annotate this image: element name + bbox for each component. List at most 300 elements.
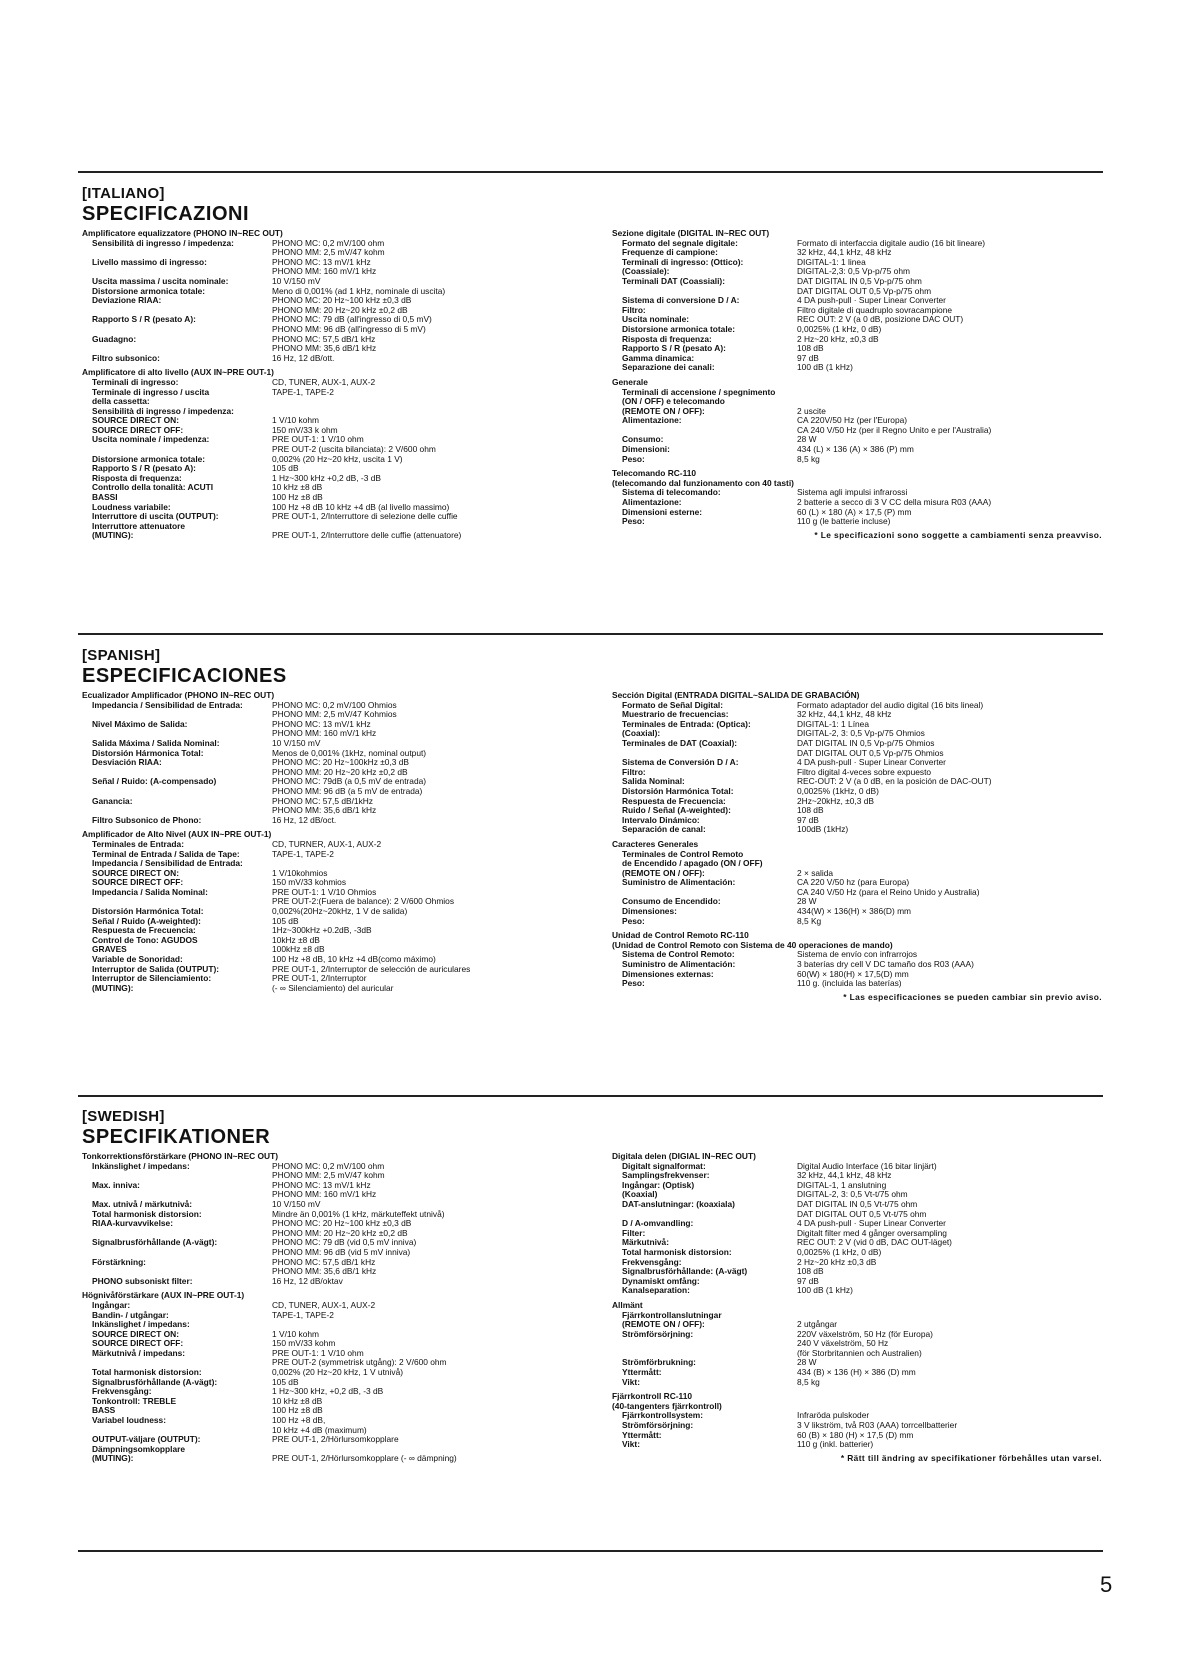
spec-row (82, 701, 552, 720)
spec-value: PHONO MC: 20 Hz~100 kHz ±0,3 dB PHONO MM: 20 Hz~20 kHz ±0,2 dB (272, 295, 412, 315)
spec-label: D / A-omvandling: (622, 1218, 694, 1229)
spec-value: 1 V/10 kohm 150 mV/33 k ohm (272, 415, 338, 435)
spec-value: Digital Audio Interface (16 bitar linjärt) (797, 1160, 937, 1171)
spec-label: Samplingsfrekvenser: (622, 1170, 710, 1181)
spec-value: 97 dB (797, 1275, 819, 1286)
spec-label: Alimentazione: (622, 497, 682, 508)
spec-value: Filtro digitale di quadruplo sovracampione (797, 304, 953, 315)
spec-value: 10 kHz ±8 dB 100 Hz ±8 dB (272, 1395, 323, 1416)
section-title: ESPECIFICACIONES (82, 665, 287, 687)
spec-value: CD, TUNER, AUX-1, AUX-2 (272, 376, 376, 387)
spec-value: DIGITAL-1: 1 linea DIGITAL-2,3: 0,5 Vp-p/75 ohm (797, 256, 910, 277)
spec-value: 108 dB (797, 1266, 824, 1277)
spec-value: PRE OUT-1: 1 V/10 ohm PRE OUT-2 (symmetrisk utgång): 2 V/600 ohm (272, 1347, 447, 1368)
spec-label: Sistema di conversione D / A: (622, 295, 740, 306)
spec-label: Ruido / Señal (A-weighted): (622, 805, 731, 816)
spec-row (82, 407, 552, 436)
spec-label: Digitalt signalformat: (622, 1160, 706, 1171)
spec-row (612, 1200, 1102, 1219)
footnote: * Le specificazioni sono soggette a cambiamenti senza preavviso. (814, 529, 1102, 540)
spec-label: Livello massimo di ingresso: (92, 256, 207, 267)
spec-label: Desviación RIAA: (92, 757, 162, 768)
spec-row (82, 1258, 552, 1277)
spec-group-heading: Unidad de Control Remoto RC-110 (Unidad de Control Remoto con Sistema de 40 operaciones de mando) (612, 930, 893, 950)
spec-group-heading: Sección Digital (ENTRADA DIGITAL~SALIDA DE GRABACIÓN) (612, 690, 860, 700)
footnote: * Las especificaciones se pueden cambiar sin previo aviso. (843, 991, 1102, 1002)
page-number: 5 (1100, 1572, 1113, 1597)
spec-label: Märkutnivå / impedans: (92, 1347, 186, 1358)
spec-value: 10 V/150 mV (272, 737, 321, 748)
spec-value: PHONO MC: 20 Hz~100kHz ±0,3 dB PHONO MM: 20 Hz~20 kHz ±0,2 dB (272, 757, 410, 777)
spec-value: PHONO MC: 0,2 mV/100 ohm PHONO MM: 2,5 mV/47 kohm (272, 237, 385, 258)
spec-value: 1 Hz~300 kHz, +0,2 dB, -3 dB (272, 1386, 384, 1397)
spec-value: 60 (L) × 180 (A) × 17,5 (P) mm (797, 506, 912, 517)
spec-value: PHONO MC: 57,5 dB/1kHz PHONO MM: 35,6 dB/1 kHz (272, 795, 377, 816)
spec-value: 1 V/10 kohm 150 mV/33 kohm (272, 1328, 336, 1349)
spec-value: Digitalt filter med 4 gånger oversampling (797, 1227, 947, 1238)
spec-group (82, 1152, 552, 1286)
spec-value: 108 dB (797, 805, 824, 816)
spec-label: Loudness variabile: (92, 501, 171, 512)
spec-value: CA 220 V/50 hz (para Europa) CA 240 V/50 Hz (para el Reino Unido y Australia) (797, 877, 980, 897)
spec-row (612, 825, 1102, 835)
spec-column-right (612, 229, 1102, 540)
spec-value: 1 Hz~300 kHz +0,2 dB, -3 dB (272, 472, 381, 483)
spec-value: PHONO MC: 79 dB (vid 0,5 mV inniva) PHONO MM: 96 dB (vid 5 mV inniva) (272, 1237, 417, 1257)
spec-label: Distorsione armonica totale: (92, 453, 206, 464)
spec-row (612, 1286, 1102, 1296)
section-title: SPECIFIKATIONER (82, 1126, 271, 1148)
spec-row (612, 1440, 1102, 1450)
spec-value: PHONO MC: 79 dB (all'ingresso di 0,5 mV) PHONO MM: 96 dB (all'ingresso di 5 mV) (272, 314, 432, 334)
spec-row (612, 1330, 1102, 1359)
spec-value: 10 V/150 mV (272, 275, 321, 286)
spec-group (82, 368, 552, 541)
spec-group-heading: Generale (612, 376, 648, 387)
spec-row (82, 720, 552, 739)
spec-value: CA 220V/50 Hz (per l'Europa) CA 240 V/50 Hz (per il Regno Unito e per l'Australia) (797, 415, 992, 435)
spec-row (612, 277, 1102, 296)
spec-row (82, 335, 552, 354)
spec-row (82, 859, 552, 888)
spec-label: Interruptor de Salida (OUTPUT): (92, 963, 220, 974)
spec-value: 32 kHz, 44,1 kHz, 48 kHz (797, 709, 892, 720)
spec-label: Uscita massima / uscita nominale: (92, 275, 229, 286)
spec-value: 16 Hz, 12 dB/ott. (272, 352, 335, 363)
spec-value: 16 Hz, 12 dB/oct. (272, 814, 337, 825)
spec-label: Guadagno: (92, 333, 137, 344)
spec-label: Peso: (622, 978, 645, 989)
spec-label: RIAA-kurvavvikelse: (92, 1218, 173, 1229)
spec-value: TAPE-1, TAPE-2 (272, 848, 334, 859)
spec-row (82, 974, 552, 993)
spec-label: Dimensioni: (622, 444, 670, 455)
spec-label: Filtro: (622, 304, 646, 315)
spec-label: Strömförsörjning: (622, 1328, 694, 1339)
spec-label: Filtro subsonico: (92, 352, 160, 363)
spec-row (82, 1238, 552, 1257)
spec-value: 0,002% (20 Hz~20 kHz, 1 V utnivå) (272, 1367, 404, 1378)
spec-label: Separazione dei canali: (622, 362, 715, 373)
spec-label: Formato del segnale digitale: (622, 237, 738, 248)
spec-label: Suministro de Alimentación: (622, 959, 736, 970)
spec-value: 100dB (1kHz) (797, 824, 849, 835)
spec-label: Terminali DAT (Coassiali): (622, 275, 725, 286)
spec-label: Risposta di frequenza: (92, 472, 182, 483)
spec-value: 105 dB (272, 915, 299, 926)
spec-value: PRE OUT-1: 1 V/10 ohm PRE OUT-2 (uscita bilanciata): 2 V/600 ohm (272, 434, 436, 455)
spec-value: 100 Hz +8 dB, 10 kHz +4 dB(como máximo) (272, 954, 436, 965)
spec-value: 100 dB (1 kHz) (797, 1285, 853, 1296)
spec-value: 60 (B) × 180 (H) × 17,5 (D) mm (797, 1429, 914, 1440)
spec-value: 1 V/10kohmios 150 mV/33 kohmios (272, 867, 347, 888)
spec-label: Distorsión Harmónica Total: (92, 906, 204, 917)
spec-label: Impedancia / Sensibilidad de Entrada: SOURCE DIRECT ON: SOURCE DIRECT OFF: (92, 858, 243, 888)
spec-label: Distorsione armonica totale: (92, 285, 206, 296)
spec-value: Meno di 0,001% (ad 1 kHz, nominale di uscita) (272, 285, 446, 296)
spec-row (612, 363, 1102, 373)
spec-label: Consumo de Encendido: (622, 896, 721, 907)
spec-row (612, 850, 1102, 879)
spec-value: 97 dB (797, 814, 819, 825)
spec-label: Yttermått: (622, 1367, 662, 1378)
spec-label: Nivel Máximo de Salida: (92, 718, 188, 729)
spec-label: Formato de Señal Digital: (622, 699, 723, 710)
spec-label: Sistema de Control Remoto: (622, 949, 735, 960)
spec-row (82, 1277, 552, 1287)
spec-value: 434(W) × 136(H) × 386(D) mm (797, 906, 912, 917)
spec-label: Signalbrusförhållande: (A-vägt) (622, 1266, 748, 1277)
spec-label: PHONO subsoniskt filter: (92, 1275, 193, 1286)
spec-value: DIGITAL-1: 1 Línea DIGITAL-2, 3: 0,5 Vp-p/75 Ohmios (797, 718, 925, 739)
spec-value: 8,5 kg (797, 1376, 820, 1387)
spec-group-heading: Amplificador de Alto Nivel (AUX IN~PRE OUT-1) (82, 829, 272, 840)
spec-value: 2 Hz~20 kHz ±0,3 dB (797, 1256, 877, 1267)
spec-label: Dimensiones externas: (622, 968, 714, 979)
spec-row (82, 1219, 552, 1238)
spec-row (82, 1397, 552, 1416)
spec-group (612, 378, 1102, 464)
spec-value: 32 kHz, 44,1 kHz, 48 kHz (797, 247, 892, 258)
spec-label: Terminali di ingresso: (92, 376, 179, 387)
spec-label: Rapporto S / R (pesato A): (622, 343, 726, 354)
spec-column-right (612, 1152, 1102, 1463)
spec-label: Vikt: (622, 1439, 640, 1450)
spec-value: 0,0025% (1kHz, 0 dB) (797, 785, 879, 796)
spec-value: 110 g. (incluida las baterías) (797, 978, 902, 989)
spec-value: 434 (B) × 136 (H) × 386 (D) mm (797, 1367, 916, 1378)
spec-label: Variabel loudness: (92, 1415, 167, 1426)
spec-row (82, 758, 552, 777)
spec-label: Dimensiones: (622, 906, 677, 917)
spec-value: 0,0025% (1 kHz, 0 dB) (797, 323, 882, 334)
spec-value: PRE OUT-1: 1 V/10 Ohmios PRE OUT-2:(Fuera de balance): 2 V/600 Ohmios (272, 886, 455, 907)
spec-label: Gamma dinamica: (622, 352, 695, 363)
spec-label: Frekvensgång: (92, 1386, 152, 1397)
spec-value: 3 V likström, två R03 (AAA) torrcellbatterier (797, 1420, 958, 1431)
spec-label: Interruttore di uscita (OUTPUT): (92, 511, 219, 522)
spec-row (612, 258, 1102, 277)
spec-value: DAT DIGITAL IN 0,5 Vp-p/75 ohm DAT DIGITAL OUT 0,5 Vp-p/75 ohm (797, 275, 932, 296)
spec-row (82, 315, 552, 334)
spec-label: Uscita nominale: (622, 314, 690, 325)
spec-value: 8,5 Kg (797, 915, 822, 926)
spec-row (612, 979, 1102, 989)
spec-label: Inkänslighet / impedans: SOURCE DIRECT ON: SOURCE DIRECT OFF: (92, 1319, 190, 1349)
spec-label: Strömförsörjning: (622, 1420, 694, 1431)
spec-value: PHONO MC: 79dB (a 0,5 mV de entrada) PHONO MM: 96 dB (a 5 mV de entrada) (272, 776, 427, 796)
spec-row (82, 816, 552, 826)
spec-label: Controllo della tonalità: ACUTI BASSI (92, 482, 214, 503)
spec-value: 0,002%(20Hz~20kHz, 1 V de salida) (272, 906, 408, 917)
spec-label: Salida Nominal: (622, 776, 685, 787)
spec-label: Ganancia: (92, 795, 133, 806)
spec-label: Interruttore attenuatore (MUTING): (92, 520, 186, 541)
spec-column-left (82, 1152, 552, 1464)
spec-row (612, 1368, 1102, 1378)
spec-label: Interruptor de Silenciamiento: (MUTING): (92, 973, 212, 993)
spec-row (82, 388, 552, 407)
spec-value: PHONO MC: 13 mV/1 kHz PHONO MM: 160 mV/1 kHz (272, 718, 377, 739)
spec-value: 4 DA push-pull · Super Linear Converter (797, 757, 946, 768)
spec-label: Rapporto S / R (pesato A): (92, 463, 196, 474)
spec-group (612, 1392, 1102, 1450)
spec-label: Terminal de Entrada / Salida de Tape: (92, 848, 240, 859)
spec-value: DAT DIGITAL IN 0,5 Vp-p/75 Ohmios DAT DIGITAL OUT 0,5 Vp-p/75 Ohmios (797, 737, 944, 758)
spec-row (612, 445, 1102, 455)
spec-group-heading: Digitala delen (DIGIAL IN~REC OUT) (612, 1151, 756, 1161)
spec-group (612, 691, 1102, 835)
spec-value: 2Hz~20kHz, ±0,3 dB (797, 795, 874, 806)
spec-value: Menos de 0,001% (1kHz, nominal output) (272, 747, 427, 758)
spec-label: Filtro: (622, 766, 646, 777)
spec-value: 2 utgångar (797, 1319, 838, 1330)
spec-label: Risposta di frequenza: (622, 333, 712, 344)
spanish-section (82, 647, 1102, 1002)
spec-value: PHONO MC: 0,2 mV/100 Ohmios PHONO MM: 2,5 mV/47 Kohmios (272, 699, 397, 720)
spec-group (612, 469, 1102, 527)
spec-row (82, 1445, 552, 1464)
spec-value: 10 V/150 mV (272, 1198, 321, 1209)
spec-value: CD, TURNER, AUX-1, AUX-2 (272, 838, 382, 849)
spec-value: 16 Hz, 12 dB/oktav (272, 1275, 343, 1286)
spec-group (612, 840, 1102, 926)
spec-label: Tonkontroll: TREBLE BASS (92, 1395, 177, 1416)
spec-value: PHONO MC: 57,5 dB/1 kHz PHONO MM: 35,6 dB/1 kHz (272, 333, 377, 354)
footnote: * Rätt till ändring av specifikationer förbehålles utan varsel. (840, 1452, 1102, 1463)
spec-value: 97 dB (797, 352, 819, 363)
spec-group-heading: Telecomando RC-110 (telecomando dal funzionamento con 40 tasti) (612, 468, 794, 488)
spec-label: Separación de canal: (622, 824, 706, 835)
spec-label: Filter: (622, 1227, 646, 1238)
spec-label: Ingångar: (Optisk) (Koaxial) (622, 1179, 695, 1200)
spec-label: Sistema di telecomando: (622, 487, 721, 498)
spec-label: Intervalo Dinámico: (622, 814, 700, 825)
spec-value: 10kHz ±8 dB 100kHz ±8 dB (272, 934, 325, 955)
spec-label: Terminales de Entrada: (Optica): (Coaxial): (622, 718, 751, 739)
spec-value: PRE OUT-1, 2/Hörlursomkopplare (272, 1434, 399, 1445)
spec-value: 2 batterie a secco di 3 V CC della misura R03 (AAA) (797, 497, 992, 508)
spec-value: PHONO MC: 0,2 mV/100 ohm PHONO MM: 2,5 mV/47 kohm (272, 1160, 385, 1181)
spec-value: 4 DA push-pull · Super Linear Converter (797, 1218, 946, 1229)
spec-row (82, 354, 552, 364)
spec-group-heading: Ecualizador Amplificador (PHONO IN~REC OUT) (82, 690, 275, 700)
spec-label: Variable de Sonoridad: (92, 954, 183, 965)
spec-value: Filtro digital 4-veces sobre expuesto (797, 766, 932, 777)
spec-group-heading: Amplificatore di alto livello (AUX IN~PRE OUT-1) (82, 367, 274, 378)
spec-value: 108 dB (797, 343, 824, 354)
spec-label: Ingångar: (92, 1299, 131, 1310)
spec-row (612, 917, 1102, 927)
spec-group (612, 1301, 1102, 1387)
spec-label: Dämpningsomkopplare (MUTING): (92, 1443, 186, 1464)
spec-label: Terminali di ingresso: (Ottico): (Coassiale): (622, 256, 744, 277)
spec-value: 1Hz~300kHz +0.2dB, -3dB (272, 925, 372, 936)
spec-label: Kanalseparation: (622, 1285, 690, 1296)
spec-group-heading: Högnivåförstärkare (AUX IN~PRE OUT-1) (82, 1290, 245, 1301)
spec-label: DAT-anslutningar: (koaxiala) (622, 1198, 735, 1209)
spec-value: REC-OUT: 2 V (a 0 dB, en la posición de DAC-OUT) (797, 776, 992, 787)
spec-row (82, 1416, 552, 1435)
spec-label: Signalbrusförhållande (A-vägt): (92, 1237, 218, 1248)
spec-label: Impedancia / Salida Nominal: (92, 886, 208, 897)
spec-label: Muestrario de frecuencias: (622, 709, 729, 720)
spec-value: DAT DIGITAL IN 0,5 Vt-t/75 ohm DAT DIGITAL OUT 0,5 Vt-t/75 ohm (797, 1198, 927, 1219)
spec-value: TAPE-1, TAPE-2 (272, 1309, 334, 1320)
spec-value: 434 (L) × 136 (A) × 386 (P) mm (797, 444, 914, 455)
spec-column-left (82, 229, 552, 541)
spec-label: Distorsión Harmónica Total: (622, 785, 734, 796)
spec-label: Fjärrkontrollanslutningar (REMOTE ON / OFF): (622, 1309, 722, 1330)
spec-value: 28 W (797, 1357, 817, 1368)
spec-row (612, 388, 1102, 417)
spec-value: TAPE-1, TAPE-2 (272, 386, 334, 397)
spec-group-heading: Sezione digitale (DIGITAL IN~REC OUT) (612, 228, 770, 238)
spec-label: Fjärrkontrollsystem: (622, 1410, 703, 1421)
spec-value: 100 dB (1 kHz) (797, 362, 853, 373)
spec-value: DIGITAL-1, 1 anslutning DIGITAL-2, 3: 0,5 Vt-t/75 ohm (797, 1179, 908, 1200)
spec-value: PHONO MC: 57,5 dB/1 kHz PHONO MM: 35,6 dB/1 kHz (272, 1256, 377, 1277)
spec-value: Infraröda pulskoder (797, 1410, 870, 1421)
spec-value: 4 DA push-pull · Super Linear Converter (797, 295, 946, 306)
spec-row (612, 455, 1102, 465)
spec-value: Sistema agli impulsi infrarossi (797, 487, 908, 498)
spec-label: Yttermått: (622, 1429, 662, 1440)
spec-row (82, 435, 552, 454)
spec-value: 2 uscite (797, 405, 826, 416)
spec-group (612, 1152, 1102, 1296)
spec-row (612, 720, 1102, 739)
spec-label: Förstärkning: (92, 1256, 146, 1267)
spec-group-heading: Caracteres Generales (612, 838, 699, 849)
spec-group (82, 691, 552, 825)
spec-row (82, 936, 552, 955)
spec-group (82, 1291, 552, 1464)
spec-value: PRE OUT-1, 2/Interruttore delle cuffie (attenuatore) (272, 530, 462, 541)
top-rule (78, 171, 1103, 173)
spec-row (82, 797, 552, 816)
spec-label: Deviazione RIAA: (92, 295, 162, 306)
spec-group (612, 931, 1102, 989)
spec-label: Control de Tono: AGUDOS GRAVES (92, 934, 198, 955)
spec-row (612, 517, 1102, 527)
spec-value: 2 × salida (797, 867, 834, 878)
spec-row (612, 1378, 1102, 1388)
spec-row (82, 1349, 552, 1368)
spec-group (82, 229, 552, 363)
spec-label: Filtro Subsonico de Phono: (92, 814, 202, 825)
spec-label: Total harmonisk distorsion: (622, 1246, 732, 1257)
spec-label: Max. utnivå / märkutnivå: (92, 1198, 193, 1209)
spec-value: PRE OUT-1, 2/Interruptor de selección de auriculares (272, 963, 471, 974)
spec-label: Señal / Ruido: (A-compensado) (92, 776, 217, 787)
spec-value: Sistema de envío con infrarrojos (797, 949, 918, 960)
spec-label: Terminales de Entrada: (92, 838, 184, 849)
spec-label: Respuesta de Frecuencia: (622, 795, 726, 806)
spec-label: Inkänslighet / impedans: (92, 1160, 190, 1171)
spec-label: Peso: (622, 915, 645, 926)
spec-value: PRE OUT-1, 2/Interruptor (- ∞ Silenciamiento) del auricular (272, 973, 394, 993)
spec-value: PRE OUT-1, 2/Hörlursomkopplare (- ∞ dämpning) (272, 1453, 457, 1464)
spec-label: Peso: (622, 516, 645, 527)
spec-value: PRE OUT-1, 2/Interruttore di selezione delle cuffie (272, 511, 458, 522)
spec-column-left (82, 691, 552, 993)
spec-label: Sensibilità di ingresso / impedenza: (92, 237, 234, 248)
spec-row (82, 1181, 552, 1200)
spec-value: 100 Hz +8 dB 10 kHz +4 dB (al livello massimo) (272, 501, 450, 512)
spec-label: Respuesta de Frecuencia: (92, 925, 196, 936)
spec-row (612, 907, 1102, 917)
spec-label: Terminale di ingresso / uscita della cassetta: (92, 386, 210, 407)
spec-label: Rapporto S / R (pesato A): (92, 314, 196, 325)
spec-row (82, 239, 552, 258)
spec-group-heading: Amplificatore equalizzatore (PHONO IN~REC OUT) (82, 228, 283, 238)
spec-value: 32 kHz, 44,1 kHz, 48 kHz (797, 1170, 892, 1181)
spec-row (82, 1320, 552, 1349)
spec-value: 100 Hz +8 dB, 10 kHz +4 dB (maximum) (272, 1415, 367, 1435)
spec-label: Bandin- / utgångar: (92, 1309, 169, 1320)
spec-row (612, 878, 1102, 897)
spec-label: Distorsione armonica totale: (622, 323, 736, 334)
spec-value: 105 dB (272, 463, 299, 474)
spec-value: 2 Hz~20 kHz, ±0,3 dB (797, 333, 879, 344)
spec-value: 28 W (797, 896, 817, 907)
spec-value: 220V växelström, 50 Hz (för Europa) 240 V växelström, 50 Hz (för Storbritannien och Australien) (797, 1328, 933, 1358)
spec-column-right (612, 691, 1102, 1002)
spec-label: Total harmonisk distorsion: (92, 1208, 202, 1219)
spec-row (612, 1181, 1102, 1200)
spec-row (82, 888, 552, 907)
spec-value: 110 g (inkl. batterier) (797, 1439, 874, 1450)
spec-label: Suministro de Alimentación: (622, 877, 736, 888)
spec-row (82, 483, 552, 502)
spec-group-heading: Tonkorrektionsförstärkare (PHONO IN~REC OUT) (82, 1151, 278, 1161)
section-title: SPECIFICAZIONI (82, 203, 250, 225)
spec-value: 10 kHz ±8 dB 100 Hz ±8 dB (272, 482, 323, 503)
spec-group-heading: Allmänt (612, 1299, 643, 1310)
spec-row (82, 777, 552, 796)
language-heading: [SWEDISH] (82, 1108, 165, 1125)
spec-label: Alimentazione: (622, 415, 682, 426)
spec-label: OUTPUT-väljare (OUTPUT): (92, 1434, 201, 1445)
spec-value: 0,0025% (1 kHz, 0 dB) (797, 1246, 882, 1257)
spec-value: PHONO MC: 20 Hz~100 kHz ±0,3 dB PHONO MM: 20 Hz~20 kHz ±0,2 dB (272, 1218, 412, 1238)
spec-label: Sensibilità di ingresso / impedenza: SOURCE DIRECT ON: SOURCE DIRECT OFF: (92, 405, 234, 435)
bottom-rule (78, 1550, 1103, 1552)
spec-row (82, 258, 552, 277)
spec-label: Dynamiskt omfång: (622, 1275, 700, 1286)
spec-label: Max. inniva: (92, 1179, 140, 1190)
